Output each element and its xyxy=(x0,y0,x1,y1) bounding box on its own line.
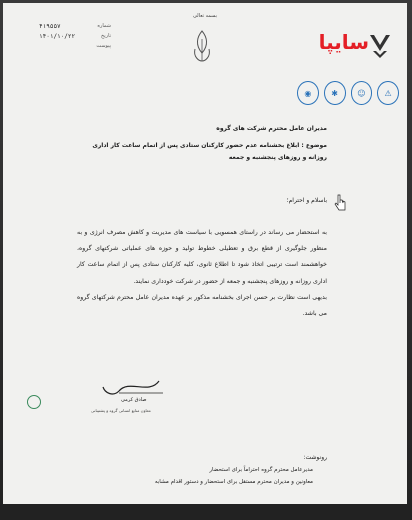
cc-item: مدیرعامل محترم گروه احتراماً برای استحضار xyxy=(209,467,313,473)
salutation: باسلام و احترام؛ xyxy=(286,197,327,204)
meta-date: تاریخ ۱۴۰۱/۱۰/۲۲ xyxy=(39,32,111,40)
helmet-icon: ◉ xyxy=(297,81,319,105)
signer-name: صادق کرمی xyxy=(121,397,147,403)
letter-body xyxy=(77,225,327,322)
lungs-icon: ✱ xyxy=(324,81,346,105)
meta-number: شماره ۴۱۹۵۵۷ xyxy=(39,22,111,30)
letter-meta xyxy=(39,21,111,51)
brand-name: سایپا xyxy=(318,30,369,54)
hand-cursor-icon xyxy=(334,194,346,212)
mask-icon: ☺ xyxy=(351,81,373,105)
recipient: مدیران عامل محترم شرکت های گروه xyxy=(216,125,327,132)
service-icons xyxy=(297,81,399,103)
meta-attachment: پیوست xyxy=(96,43,111,49)
paragraph-1: به استحضار می رساند در راستای همسویی با سیاست های مدیریت و کاهش مصرف انرژی و به منظور جلوگیری از قطع برق و تعطیلی خطوط تولید و حوزه های عملیاتی شرکتهای گروه، خواهشمند است ترتیبی اتخاذ شود تا اطلاع ثانوی، کلیه کارکنان ستادی پس از اتمام ساعت کار اداری روزانه و روزهای پنجشنبه و جمعه از حضور در شرکت خودداری نمایند. xyxy=(77,229,327,285)
cc-label: رونوشت: xyxy=(303,454,327,461)
signer-title: معاون منابع انسانی گروه و پشتیبانی xyxy=(91,408,151,413)
letter-page xyxy=(3,3,407,515)
hazard-icon: ⚠ xyxy=(377,81,399,105)
bottom-edge xyxy=(0,504,412,520)
basmala: بسمه تعالی xyxy=(192,13,218,19)
emblem-icon xyxy=(189,27,215,65)
cc-item: معاونین و مدیران محترم مستقل برای استحضار و دستور اقدام مشابه xyxy=(154,479,313,485)
signature-icon xyxy=(99,375,169,399)
stamp-icon xyxy=(27,395,41,409)
paragraph-2: بدیهی است نظارت بر حسن اجرای بخشنامه مذکور بر عهده مدیران عامل محترم شرکتهای گروه می باشد. xyxy=(77,293,327,318)
saipa-logo-icon xyxy=(367,31,393,59)
subject: موضوع : ابلاغ بخشنامه عدم حضور کارکنان ستادی پس از اتمام ساعت کار اداری روزانه و روزهای پنجشنبه و جمعه xyxy=(92,142,327,161)
